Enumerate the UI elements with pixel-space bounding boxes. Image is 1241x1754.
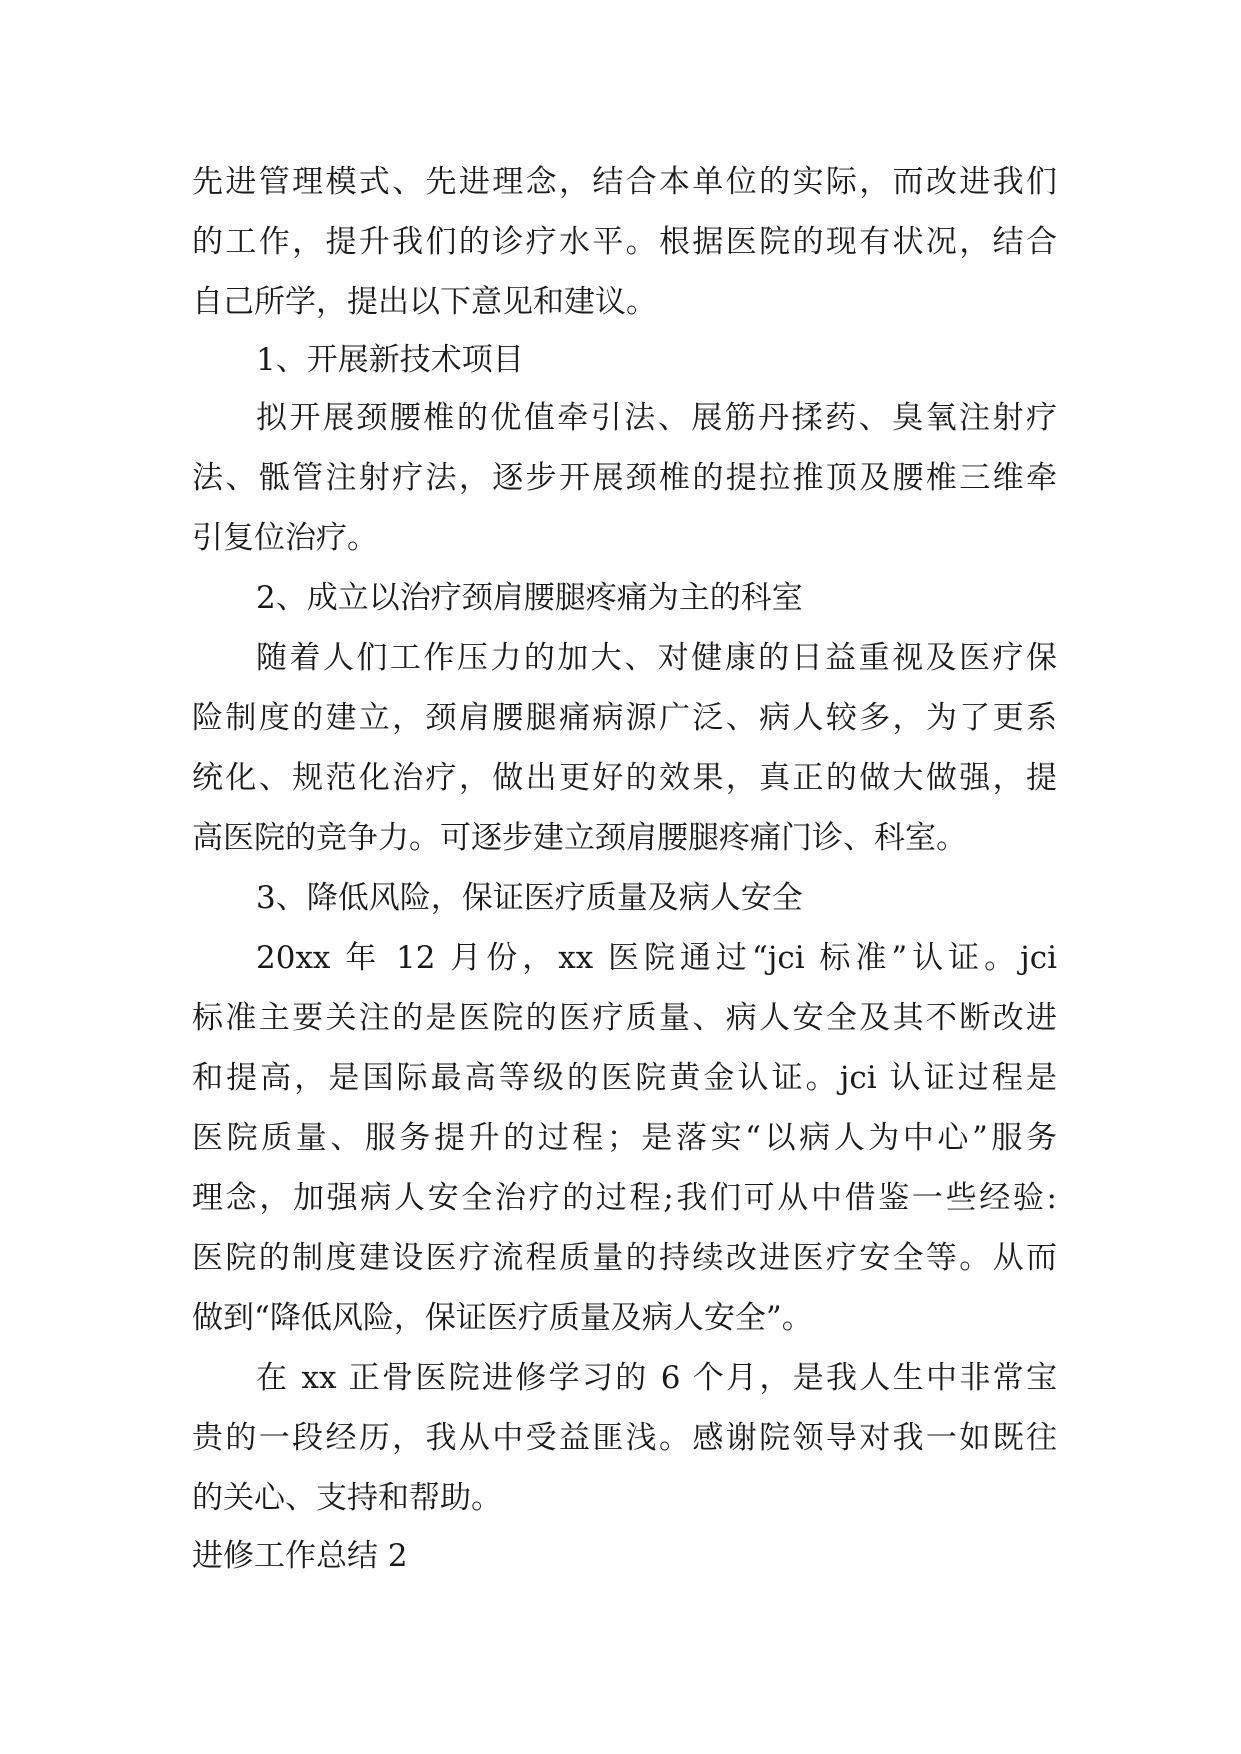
section-heading-2: 2、成立以治疗颈肩腰腿疼痛为主的科室 [256,580,803,616]
paragraph-line: 标准主要关注的是医院的医疗质量、病人安全及其不断改进 [192,1000,1057,1036]
section-heading-1: 1、开展新技术项目 [256,342,524,378]
paragraph-line: 医院的制度建设医疗流程质量的持续改进医疗安全等。从而 [192,1240,1057,1276]
paragraph-line: 拟开展颈腰椎的优值牵引法、展筋丹揉药、臭氧注射疗 [256,400,1057,436]
paragraph-line: 医院质量、服务提升的过程；是落实“以病人为中心”服务 [192,1120,1057,1156]
section-heading-3: 3、降低风险，保证医疗质量及病人安全 [256,880,803,916]
paragraph-line: 在 xx 正骨医院进修学习的 6 个月，是我人生中非常宝 [256,1360,1057,1396]
paragraph-line: 先进管理模式、先进理念，结合本单位的实际，而改进我们 [192,164,1057,200]
paragraph-line: 做到“降低风险，保证医疗质量及病人安全”。 [192,1300,813,1336]
paragraph-line: 法、骶管注射疗法，逐步开展颈椎的提拉推顶及腰椎三维牵 [192,460,1057,496]
section-title: 进修工作总结 2 [192,1538,408,1574]
paragraph-line: 理念，加强病人安全治疗的过程;我们可从中借鉴一些经验: [192,1180,1057,1216]
paragraph-line: 的工作，提升我们的诊疗水平。根据医院的现有状况，结合 [192,224,1057,260]
paragraph-line: 险制度的建立，颈肩腰腿痛病源广泛、病人较多，为了更系 [192,700,1057,736]
paragraph-line: 的关心、支持和帮助。 [192,1480,502,1516]
paragraph-line: 贵的一段经历，我从中受益匪浅。感谢院领导对我一如既往 [192,1420,1057,1456]
paragraph-line: 统化、规范化治疗，做出更好的效果，真正的做大做强，提 [192,760,1057,796]
paragraph-line: 高医院的竞争力。可逐步建立颈肩腰腿疼痛门诊、科室。 [192,820,967,856]
paragraph-line: 随着人们工作压力的加大、对健康的日益重视及医疗保 [256,640,1057,676]
paragraph-line: 和提高，是国际最高等级的医院黄金认证。jci 认证过程是 [192,1060,1057,1096]
paragraph-line: 引复位治疗。 [192,520,378,556]
paragraph-line: 自己所学，提出以下意见和建议。 [192,284,657,320]
paragraph-line: 20xx 年 12 月份，xx 医院通过“jci 标准”认证。jci [256,940,1057,976]
